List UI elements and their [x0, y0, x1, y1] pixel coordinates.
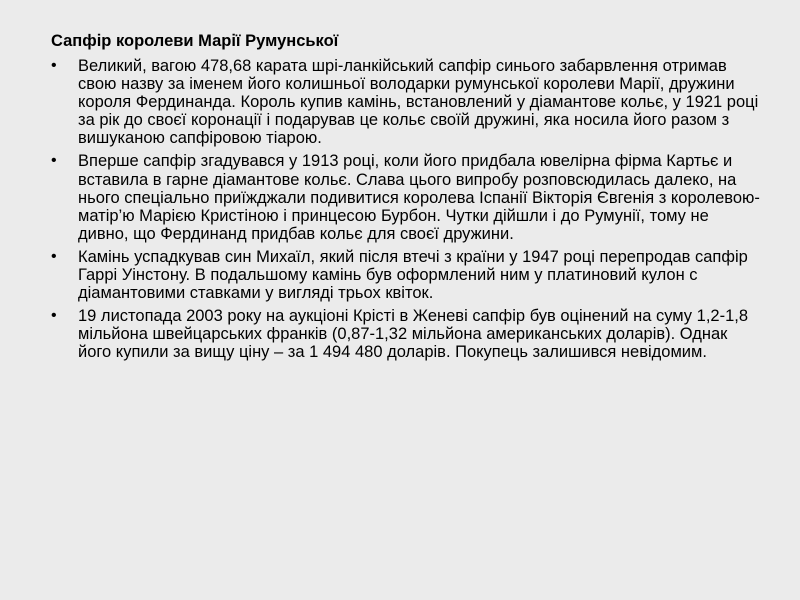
bullet-item [51, 152, 760, 242]
bullet-icon: • [51, 247, 57, 265]
bullet-icon: • [51, 152, 57, 170]
bullet-text: Вперше сапфір згадувався у 1913 році, коли його придбала ювелірна фірма Картьє и вставила в гарне діамантове кольє. Слава цього випробу розповсюдилась далеко, на нього спеціально приїжджали подивитися королева Іспанії Вікторія Євгенія з королевою-матір’ю Марією Кристіною і принцесою Бурбон. Чутки дійшли і до Румунії, тому не дивно, що Фердинанд придбав кольє для своєї дружини. [78, 152, 760, 243]
bullet-text: Камінь успадкував син Михаїл, який після втечі з країни у 1947 році перепродав сапфір Гаррі Уінстону. В подальшому камінь був оформлений ним у платиновий кулон с діамантовими ставками у вигляді трьох квіток. [78, 247, 748, 303]
bullet-icon: • [51, 307, 57, 325]
bullet-item [51, 57, 760, 147]
bullet-item [51, 307, 760, 361]
bullet-list [51, 57, 760, 362]
bullet-item [51, 248, 760, 302]
slide-title: Сапфір королеви Марії Румунської [51, 32, 339, 50]
bullet-text: Великий, вагою 478,68 карата шрі-ланкійський сапфір синього забарвлення отримав свою назву за іменем його колишньої володарки румунської королеви Марії, дружини короля Фердинанда. Король купив камінь, встановлений у діамантове кольє, у 1921 році за рік до своєї коронації і подарував це кольє своїй дружині, яка носила його разом з вишуканою сапфіровою тіарою. [78, 57, 759, 148]
bullet-text: 19 листопада 2003 року на аукціоні Крісті в Женеві сапфір був оцінений на суму 1,2-1,8 мільйона швейцарських франків (0,87-1,32 мільйона американських доларів). Однак його купили за вищу ціну – за 1 494 480 доларів. Покупець залишився невідомим. [78, 307, 749, 362]
bullet-icon: • [51, 57, 57, 74]
